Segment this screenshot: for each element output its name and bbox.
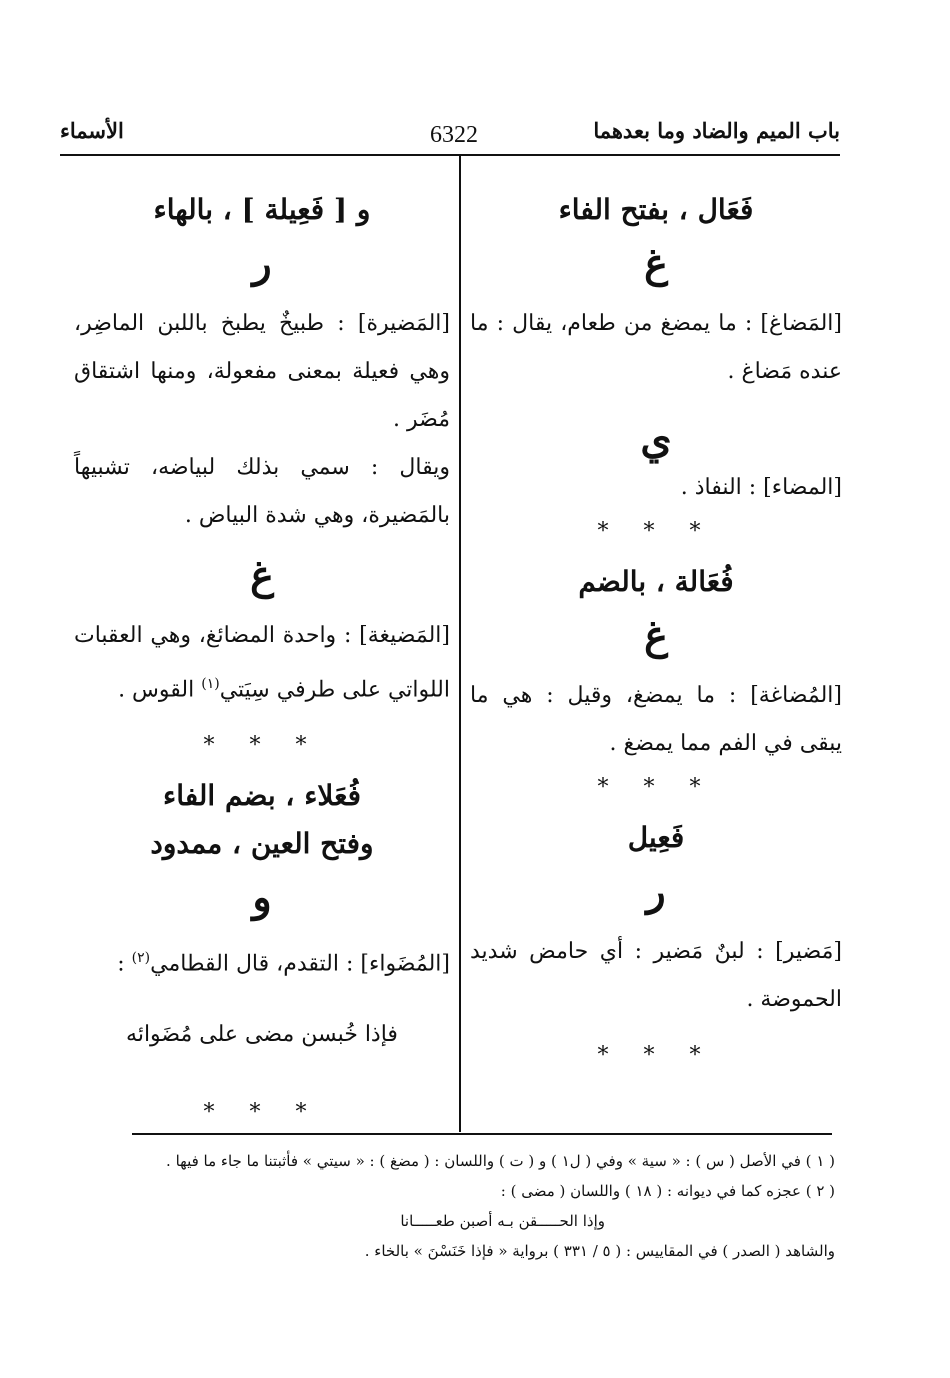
separator-stars: * * * xyxy=(597,519,715,544)
footnote-ref-1: (١) xyxy=(201,676,220,692)
entry-madigha xyxy=(74,612,450,714)
header-rule xyxy=(60,154,840,156)
heading-fualaa-continued: وفتح العين ، ممدود xyxy=(150,827,374,861)
separator-stars: * * * xyxy=(597,775,715,800)
footnotes xyxy=(100,1146,835,1266)
letter-ra: ر xyxy=(646,868,666,915)
section-title: الأسماء xyxy=(60,118,124,143)
heading-fualaa: فُعَلاء ، بضم الفاء xyxy=(163,779,361,813)
entry-madigha-text: [المَضيغة] : واحدة المضائغ، وهي العقبات اللواتي على طرفي سِيَتي xyxy=(74,623,450,703)
footnote-2: ( ٢ ) عجزه كما في ديوانه : ( ١٨ ) واللسان ( مضى ) : xyxy=(500,1182,835,1200)
footnote-2-continued: والشاهد ( الصدر ) في المقاييس : ( ٥ / ٣٣١ ) برواية « فإذا خَنَسْنَ » بالخاء . xyxy=(364,1242,835,1260)
entry-mudawaa-text: [المُضَواء] : التقدم، قال القطامي xyxy=(150,951,450,977)
entry-mudawaa-colon: : xyxy=(117,951,125,977)
letter-ya: ي xyxy=(640,416,672,463)
footnote-2-verse: وإذا الحـــــقن بـه أصبن طعـــــانا xyxy=(400,1212,605,1230)
letter-ghain: غ xyxy=(644,612,668,659)
entry-madira: [المَضيرة] : طبيخٌ يطبخ باللبن الماضِر، وهي فعيلة بمعنى مفعولة، ومنها اشتقاق مُضَر . xyxy=(74,311,450,432)
separator-stars: * * * xyxy=(203,733,321,759)
right-column xyxy=(470,180,842,1076)
page-header xyxy=(60,118,840,156)
heading-fail: فَعِيل xyxy=(627,821,685,854)
entry-mudawaa xyxy=(74,934,450,988)
chapter-title: باب الميم والضاد وما بعدهما xyxy=(593,118,840,143)
page-number: 6322 xyxy=(430,122,478,148)
letter-ghain: غ xyxy=(644,240,668,287)
entry-mudagha: [المُضاغة] : ما يمضغ، وقيل : هي ما يبقى في الفم مما يمضغ . xyxy=(470,683,842,756)
poem-verse: فإذا خُبسن مضى على مُضَوائه xyxy=(126,1021,398,1047)
heading-faila: و [ فَعِيلة ] ، بالهاء xyxy=(153,193,371,226)
entry-madigha-end: القوس . xyxy=(118,677,195,703)
footnote-1: ( ١ ) في الأصل ( س ) : « سية » وفي ( ل١ ) و ( ت ) واللسان : ( مضغ ) : « سيتي » فأثبتنا ما جاء ما فيها . xyxy=(166,1152,835,1170)
left-column xyxy=(74,180,450,1133)
letter-ra: ر xyxy=(252,240,272,287)
separator-stars: * * * xyxy=(203,1099,321,1125)
entry-madaa: [المضاء] : النفاذ . xyxy=(680,475,842,500)
entry-madagh: [المَضاغ] : ما يمضغ من طعام، يقال : ما عنده مَضاغ . xyxy=(470,311,842,384)
footnote-rule xyxy=(132,1133,832,1135)
separator-stars: * * * xyxy=(597,1043,715,1068)
entry-madir: [مَضير] : لبنٌ مَضير : أي حامض شديد الحموضة . xyxy=(470,939,842,1012)
footnote-ref-2: (٢) xyxy=(131,950,151,967)
column-divider xyxy=(459,156,461,1132)
heading-faal: فَعَال ، بفتح الفاء xyxy=(558,193,754,226)
entry-madira-continued: ويقال : سمي بذلك لبياضه، تشبيهاً بالمَضيرة، وهي شدة البياض . xyxy=(74,455,450,528)
heading-fuala: فُعَالة ، بالضم xyxy=(578,565,734,598)
letter-ghain: غ xyxy=(250,552,274,599)
letter-waw: و xyxy=(252,874,272,922)
